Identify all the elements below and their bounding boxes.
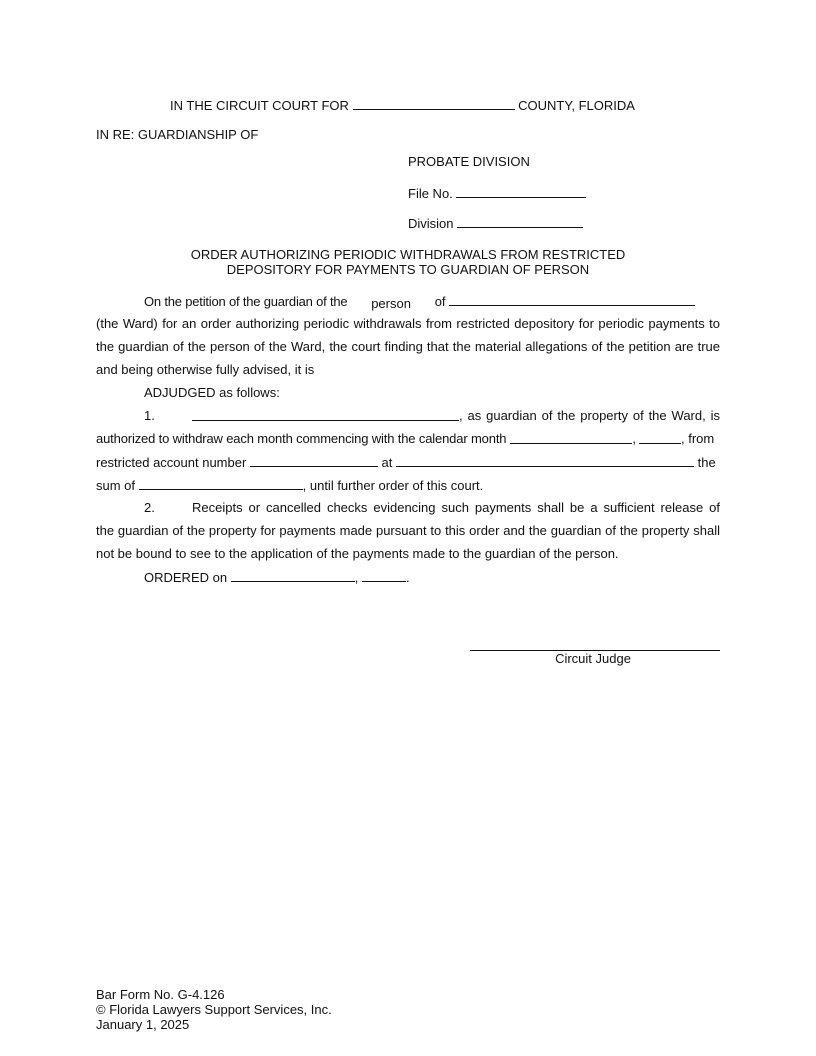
item-1-text-d-start: sum of (96, 478, 136, 493)
sum-blank[interactable] (139, 477, 303, 490)
file-no-row (408, 185, 586, 202)
court-prefix: IN THE CIRCUIT COURT FOR (170, 98, 349, 113)
petition-of: of (434, 294, 446, 309)
circuit-judge-label: Circuit Judge (555, 651, 631, 666)
in-re-label: IN RE: GUARDIANSHIP OF (96, 127, 259, 142)
year-blank[interactable] (639, 431, 681, 444)
item-1-text-b: authorized to withdraw each month commencing with the calendar month (96, 431, 507, 446)
item-1-text-a: , as guardian of the property of the Ward, is (459, 408, 720, 423)
file-no-label: File No. (408, 186, 453, 201)
item-1-text-c-start: restricted account number (96, 455, 247, 470)
county-blank[interactable] (353, 97, 515, 110)
month-year-separator: , (632, 431, 636, 446)
item-1-text-d-end: , until further order of this court. (302, 478, 484, 493)
adjudged-heading: ADJUDGED as follows: (144, 385, 280, 400)
item-1-text-c-end: the (697, 455, 716, 470)
file-no-blank[interactable] (456, 185, 586, 198)
item-1-line-b (96, 431, 720, 447)
depository-name-blank[interactable] (396, 454, 694, 467)
item-1-text-b-end: , from (680, 431, 715, 446)
ordered-on-label: ORDERED on (144, 570, 228, 585)
bar-form-number: Bar Form No. G-4.126 (96, 987, 225, 1002)
item-2-line-a: Receipts or cancelled checks evidencing such payments shall be a sufficient release of (192, 500, 720, 515)
petition-type-field[interactable]: person (371, 296, 411, 311)
court-heading (170, 97, 635, 114)
item-2-line-c: not be bound to see to the application of the payments made to the guardian of the person. (96, 546, 619, 561)
item-1-line-c (96, 454, 720, 471)
item-1-number: 1. (144, 408, 155, 423)
item-1-line-d (96, 477, 483, 494)
probate-division-label: PROBATE DIVISION (408, 154, 530, 169)
account-number-blank[interactable] (250, 454, 378, 467)
order-title-line-2: DEPOSITORY FOR PAYMENTS TO GUARDIAN OF PERSON (226, 262, 590, 277)
court-suffix: COUNTY, FLORIDA (518, 98, 635, 113)
order-date-blank[interactable] (231, 569, 355, 582)
order-title-line-1: ORDER AUTHORIZING PERIODIC WITHDRAWALS FROM RESTRICTED (190, 247, 626, 262)
division-blank[interactable] (457, 215, 583, 228)
petition-start: On the petition of the guardian of the (144, 294, 348, 309)
division-label: Division (408, 216, 454, 231)
calendar-month-blank[interactable] (510, 431, 632, 444)
ordered-on-row (144, 569, 410, 586)
ordered-separator: , (354, 570, 359, 585)
guardian-name-blank[interactable] (192, 408, 459, 421)
form-date: January 1, 2025 (96, 1017, 190, 1032)
item-1-text-c-at: at (381, 455, 393, 470)
item-2-line-b: the guardian of the property for payments made pursuant to this order and the guardian of the property shall (96, 523, 720, 538)
petition-line-1 (144, 293, 720, 310)
ward-name-blank[interactable] (449, 293, 695, 306)
petition-line-3: the guardian of the person of the Ward, the court finding that the material allegations of the petition are true (96, 339, 720, 354)
item-1-line-a (192, 408, 720, 424)
item-2-number: 2. (144, 500, 155, 515)
petition-line-2: (the Ward) for an order authorizing periodic withdrawals from restricted depository for periodic payments to (96, 316, 720, 331)
ordered-end: . (405, 570, 410, 585)
petition-line-4: and being otherwise fully advised, it is (96, 362, 315, 377)
division-row (408, 215, 583, 232)
copyright-notice: © Florida Lawyers Support Services, Inc. (96, 1002, 332, 1017)
order-year-blank[interactable] (362, 569, 406, 582)
